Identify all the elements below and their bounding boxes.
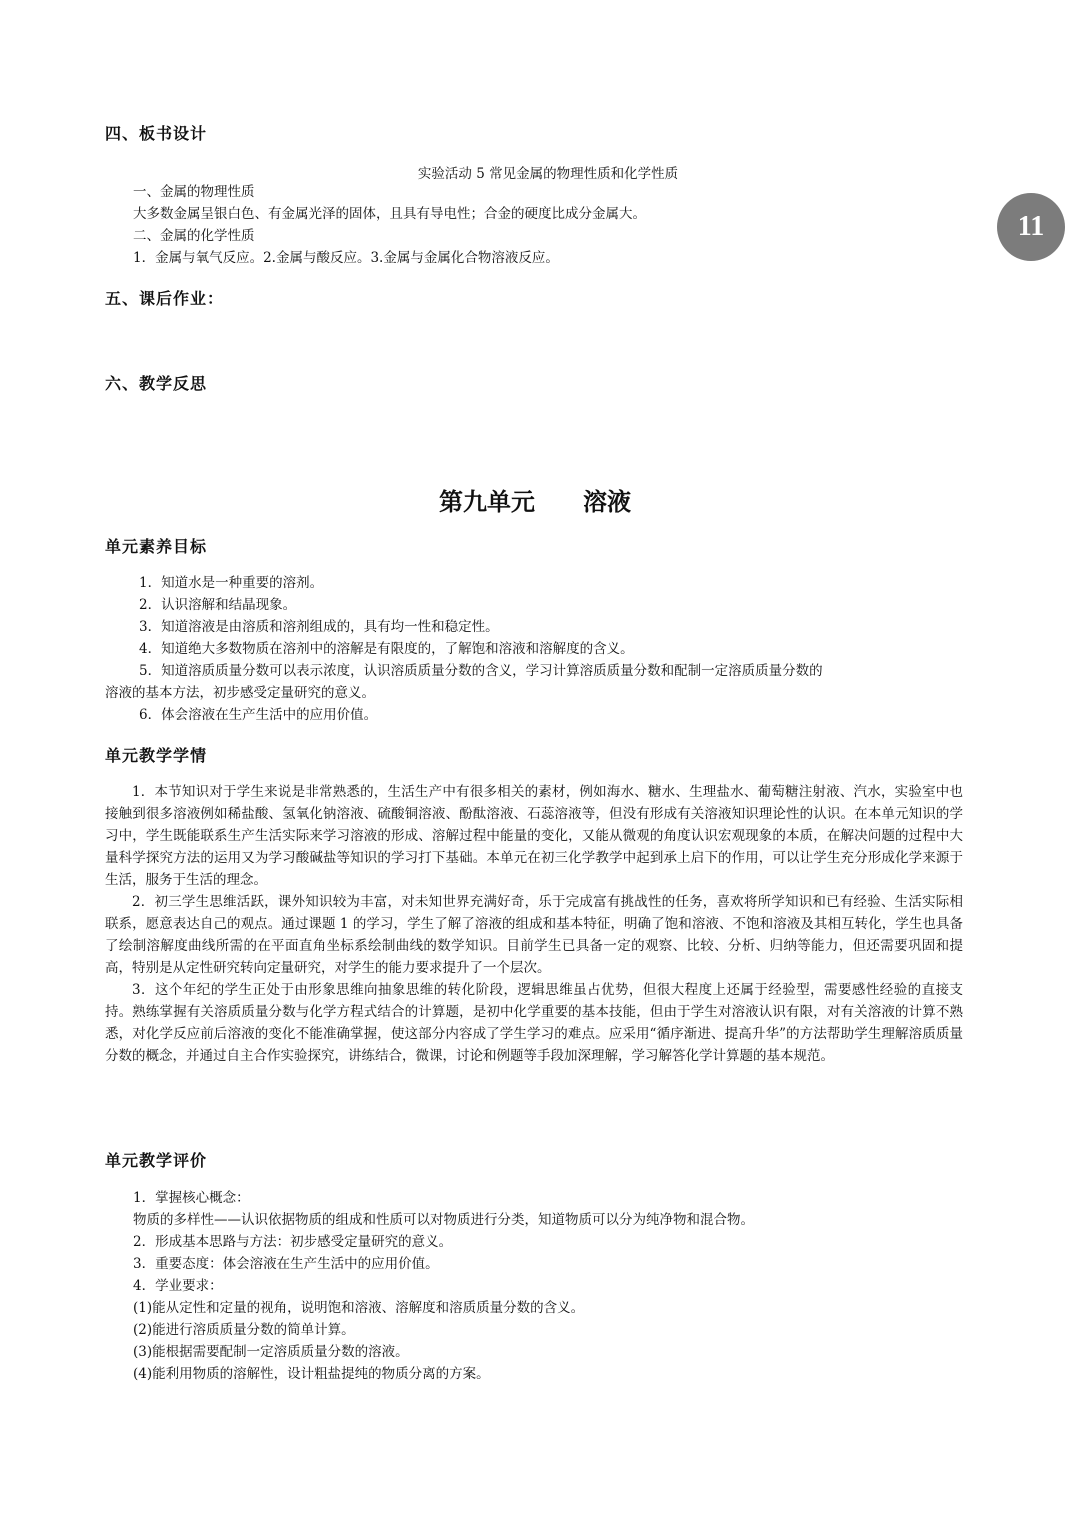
goal-item: 3．知道溶液是由溶质和溶剂组成的，具有均一性和稳定性。 [139, 619, 499, 635]
evaluation-item: 2．形成基本思路与方法：初步感受定量研究的意义。 [133, 1234, 453, 1250]
board-line: 1．金属与氧气反应。2.金属与酸反应。3.金属与金属化合物溶液反应。 [133, 250, 559, 266]
evaluation-item: 物质的多样性——认识依据物质的组成和性质可以对物质进行分类，知道物质可以分为纯净物和混合物。 [133, 1212, 754, 1228]
goal-item-continued: 溶液的基本方法，初步感受定量研究的意义。 [105, 685, 375, 701]
board-line: 大多数金属呈银白色、有金属光泽的固体，且具有导电性；合金的硬度比成分金属大。 [133, 206, 646, 222]
unit-name: 溶液 [583, 488, 631, 516]
goal-item: 6．体会溶液在生产生活中的应用价值。 [139, 707, 378, 723]
board-design-title: 实验活动 5 常见金属的物理性质和化学性质 [417, 166, 679, 182]
unit-evaluation-list [105, 1187, 963, 1385]
board-design-content [105, 181, 963, 269]
unit-number: 第九单元 [439, 488, 535, 516]
situation-paragraph: 2．初三学生思维活跃，课外知识较为丰富，对未知世界充满好奇，乐于完成富有挑战性的任务，喜欢将所学知识和已有经验、生活实际相联系，愿意表达自己的观点。通过课题 1 的学习，学生了解了溶液的组成和基本特征，明确了饱和溶液、不饱和溶液及其相互转化，学生也具备了绘制溶解度曲线所需的在平面直角坐标系绘制曲线的数学知识。目前学生已具备一定的观察、比较、分析、归纳等能力，但还需要巩固和提高，特别是从定性研究转向定量研究，对学生的能力要求提升了一个层次。 [105, 894, 963, 976]
evaluation-item: (4)能利用物质的溶解性，设计粗盐提纯的物质分离的方案。 [133, 1366, 490, 1382]
goal-item: 1．知道水是一种重要的溶剂。 [139, 575, 324, 591]
evaluation-item: (2)能进行溶质质量分数的简单计算。 [133, 1322, 355, 1338]
section-heading-homework: 五、课后作业： [105, 289, 225, 308]
page-number-badge: 11 [997, 193, 1065, 261]
situation-paragraph: 1．本节知识对于学生来说是非常熟悉的，生活生产中有很多相关的素材，例如海水、糖水、生理盐水、葡萄糖注射液、汽水，实验室中也接触到很多溶液例如稀盐酸、氢氧化钠溶液、硫酸铜溶液、酚酞溶液、石蕊溶液等，但没有形成有关溶液知识理论性的认识。在本单元知识的学习中，学生既能联系生产生活实际来学习溶液的形成、溶解过程中能量的变化，又能从微观的角度认识宏观现象的本质，在解决问题的过程中大量科学探究方法的运用又为学习酸碱盐等知识的学习打下基础。本单元在初三化学教学中起到承上启下的作用，可以让学生充分形成化学来源于生活，服务于生活的理念。 [105, 784, 963, 888]
board-line: 一、金属的物理性质 [133, 184, 255, 200]
goal-item: 5．知道溶质质量分数可以表示浓度，认识溶质质量分数的含义，学习计算溶质质量分数和配制一定溶质质量分数的 [139, 663, 823, 679]
evaluation-item: 3．重要态度：体会溶液在生产生活中的应用价值。 [133, 1256, 439, 1272]
situation-paragraph: 3．这个年纪的学生正处于由形象思维向抽象思维的转化阶段，逻辑思维虽占优势，但很大程度上还属于经验型，需要感性经验的直接支持。熟练掌握有关溶质质量分数与化学方程式结合的计算题，是初中化学重要的基本技能，但由于学生对溶液认识有限，对有关溶液的计算不熟悉，对化学反应前后溶液的变化不能准确掌握，使这部分内容成了学生学习的难点。应采用“循序渐进、提高升华”的方法帮助学生理解溶质质量分数的概念，并通过自主合作实验探究，讲练结合，微课，讨论和例题等手段加深理解，学习解答化学计算题的基本规范。 [105, 982, 963, 1064]
unit-situation-body [105, 781, 963, 1067]
board-line: 二、金属的化学性质 [133, 228, 255, 244]
evaluation-item: (3)能根据需要配制一定溶质质量分数的溶液。 [133, 1344, 409, 1360]
unit-goals-list [105, 572, 963, 726]
goal-item: 4．知道绝大多数物质在溶剂中的溶解是有限度的，了解饱和溶液和溶解度的含义。 [139, 641, 634, 657]
evaluation-item: 4．学业要求： [133, 1278, 223, 1294]
unit-title [0, 482, 1070, 517]
evaluation-item: (1)能从定性和定量的视角，说明饱和溶液、溶解度和溶质质量分数的含义。 [133, 1300, 585, 1316]
evaluation-item: 1．掌握核心概念： [133, 1190, 250, 1206]
heading-unit-evaluation: 单元教学评价 [105, 1151, 208, 1170]
heading-unit-goals: 单元素养目标 [105, 537, 208, 556]
section-heading-reflection: 六、教学反思 [105, 374, 208, 393]
heading-unit-situation: 单元教学学情 [105, 746, 208, 765]
goal-item: 2．认识溶解和结晶现象。 [139, 597, 297, 613]
section-heading-board-design: 四、板书设计 [105, 124, 208, 143]
